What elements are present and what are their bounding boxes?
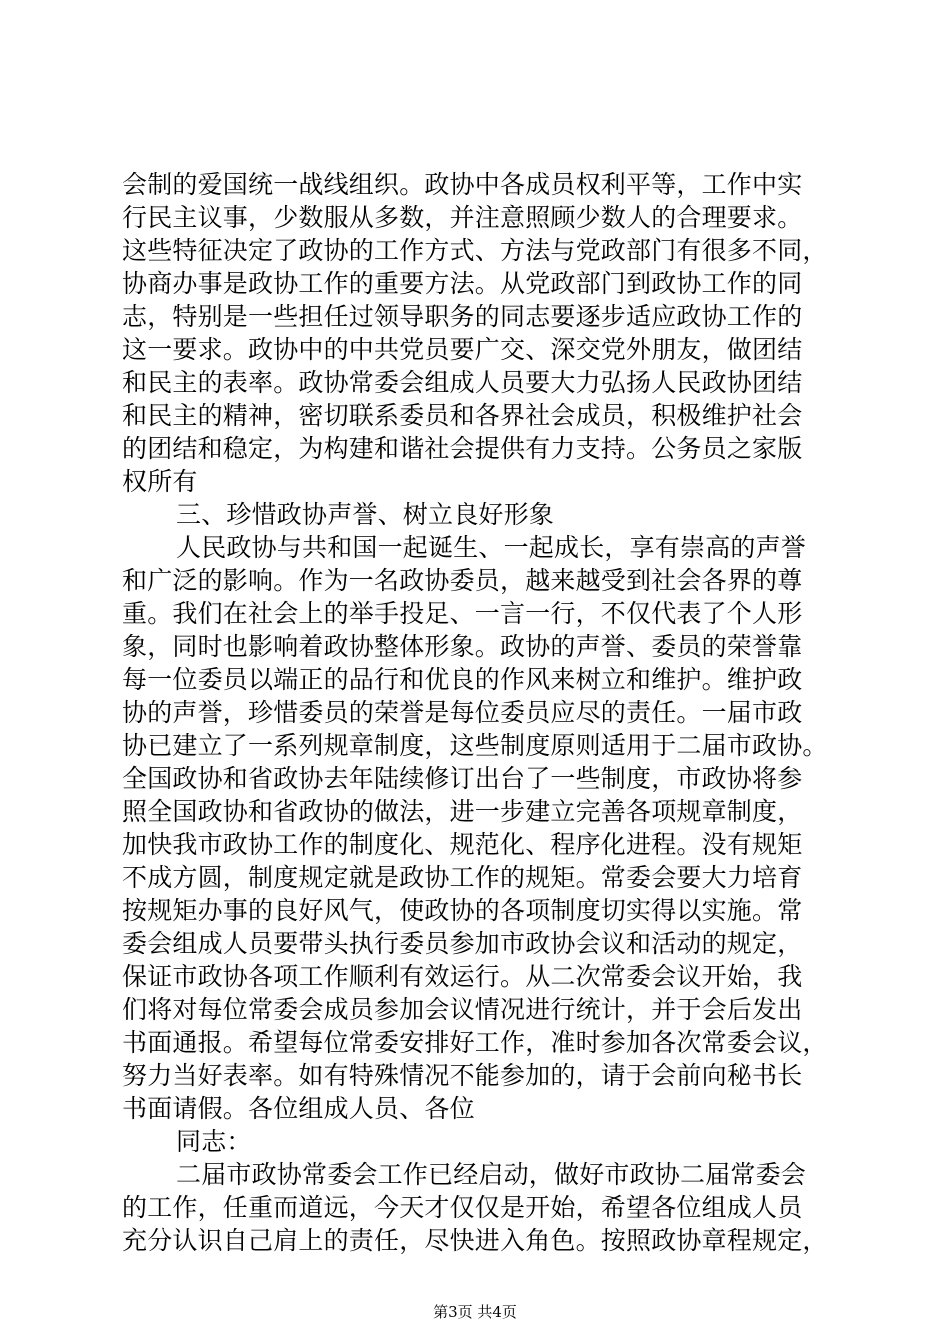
text-line: 的团结和稳定，为构建和谐社会提供有力支持。公务员之家版: [122, 434, 803, 463]
text-line: 和民主的精神，密切联系委员和各界社会成员，积极维护社会: [122, 401, 803, 430]
text-line: 志，特别是一些担任过领导职务的同志要逐步适应政协工作的: [122, 302, 803, 331]
text-line: 的工作，任重而道远，今天才仅仅是开始，希望各位组成人员: [122, 1193, 803, 1222]
text-line: 这些特征决定了政协的工作方式、方法与党政部门有很多不同，: [122, 236, 828, 265]
text-line: 协商办事是政协工作的重要方法。从党政部门到政协工作的同: [122, 269, 803, 298]
text-line: 和民主的表率。政协常委会组成人员要大力弘扬人民政协团结: [122, 368, 803, 397]
text-line: 行民主议事，少数服从多数，并注意照顾少数人的合理要求。: [122, 203, 803, 232]
section-heading: 三、珍惜政协声誉、树立良好形象: [176, 500, 555, 529]
salutation: 同志：: [176, 1127, 252, 1156]
text-line: 每一位委员以端正的品行和优良的作风来树立和维护。维护政: [122, 665, 803, 694]
text-line: 充分认识自己肩上的责任，尽快进入角色。按照政协章程规定，: [122, 1226, 828, 1255]
text-line: 加快我市政协工作的制度化、规范化、程序化进程。没有规矩: [122, 830, 803, 859]
text-line: 全国政协和省政协去年陆续修订出台了一些制度，市政协将参: [122, 764, 803, 793]
paragraph-first-line: 二届市政协常委会工作已经启动，做好市政协二届常委会: [176, 1160, 807, 1189]
text-line: 不成方圆，制度规定就是政协工作的规矩。常委会要大力培育: [122, 863, 803, 892]
text-line: 书面请假。各位组成人员、各位: [122, 1094, 475, 1123]
text-line: 重。我们在社会上的举手投足、一言一行，不仅代表了个人形: [122, 599, 803, 628]
text-line: 书面通报。希望每位常委安排好工作，准时参加各次常委会议，: [122, 1028, 828, 1057]
text-line: 协的声誉，珍惜委员的荣誉是每位委员应尽的责任。一届市政: [122, 698, 803, 727]
text-line: 照全国政协和省政协的做法，进一步建立完善各项规章制度，: [122, 797, 803, 826]
paragraph-first-line: 人民政协与共和国一起诞生、一起成长，享有崇高的声誉: [176, 533, 807, 562]
text-line: 们将对每位常委会成员参加会议情况进行统计，并于会后发出: [122, 995, 803, 1024]
text-line: 和广泛的影响。作为一名政协委员，越来越受到社会各界的尊: [122, 566, 803, 595]
text-line: 努力当好表率。如有特殊情况不能参加的，请于会前向秘书长: [122, 1061, 803, 1090]
text-line: 按规矩办事的良好风气，使政协的各项制度切实得以实施。常: [122, 896, 803, 925]
text-line: 委会组成人员要带头执行委员参加市政协会议和活动的规定，: [122, 929, 803, 958]
page-number-footer: 第3页 共4页: [433, 1303, 517, 1321]
text-line: 象，同时也影响着政协整体形象。政协的声誉、委员的荣誉靠: [122, 632, 803, 661]
text-line: 权所有: [122, 467, 198, 496]
text-line: 会制的爱国统一战线组织。政协中各成员权利平等，工作中实: [122, 170, 803, 199]
text-line: 协已建立了一系列规章制度，这些制度原则适用于二届市政协。: [122, 731, 828, 760]
text-line: 保证市政协各项工作顺利有效运行。从二次常委会议开始，我: [122, 962, 803, 991]
text-line: 这一要求。政协中的中共党员要广交、深交党外朋友，做团结: [122, 335, 803, 364]
